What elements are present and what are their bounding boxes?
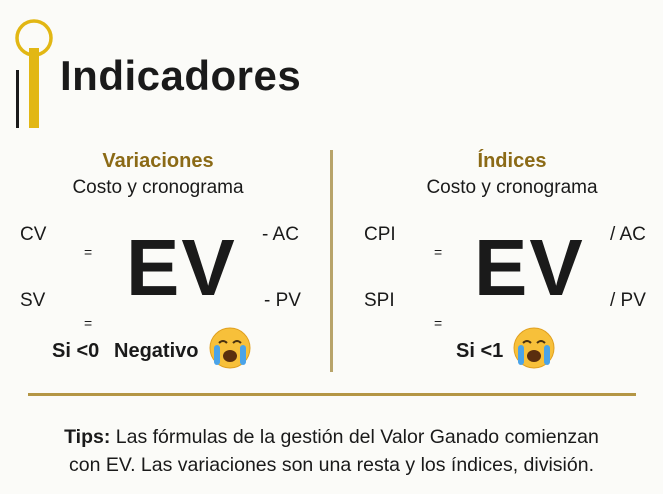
cpi-equals: = — [434, 244, 443, 260]
right-ev: EV — [474, 223, 585, 312]
spi-label: SPI — [364, 290, 395, 311]
left-ev: EV — [126, 223, 237, 312]
tips-line-1 — [20, 423, 643, 451]
cv-label: CV — [20, 224, 47, 245]
page-title: Indicadores — [60, 52, 302, 99]
cpi-operand: / AC — [610, 224, 646, 245]
crying-face-icon — [512, 326, 556, 370]
variaciones-subheading: Costo y cronograma — [72, 177, 244, 198]
tips-text-2: con EV. Las variaciones son una resta y los índices, división. — [69, 454, 594, 476]
cv-operand: - AC — [262, 224, 299, 245]
spi-operand: / PV — [610, 290, 646, 311]
indices-subheading: Costo y cronograma — [426, 177, 598, 198]
logo-icon — [8, 10, 58, 130]
column-divider — [330, 150, 333, 372]
tips-text-1: Las fórmulas de la gestión del Valor Ganado comienzan — [115, 426, 599, 448]
left-result-condition: Si <0 — [52, 340, 100, 362]
cpi-label: CPI — [364, 224, 396, 245]
tips-box — [20, 423, 643, 479]
variaciones-heading: Variaciones — [102, 150, 214, 172]
section-divider — [28, 393, 636, 396]
cv-equals: = — [84, 244, 93, 260]
tips-label: Tips: — [64, 426, 111, 448]
sv-equals: = — [84, 315, 93, 331]
spi-equals: = — [434, 315, 443, 331]
crying-face-icon — [208, 326, 252, 370]
right-result-condition: Si <1 — [456, 340, 504, 362]
sv-operand: - PV — [264, 290, 301, 311]
indices-heading: Índices — [477, 150, 547, 172]
sv-label: SV — [20, 290, 46, 311]
left-result-text: Negativo — [114, 340, 199, 362]
